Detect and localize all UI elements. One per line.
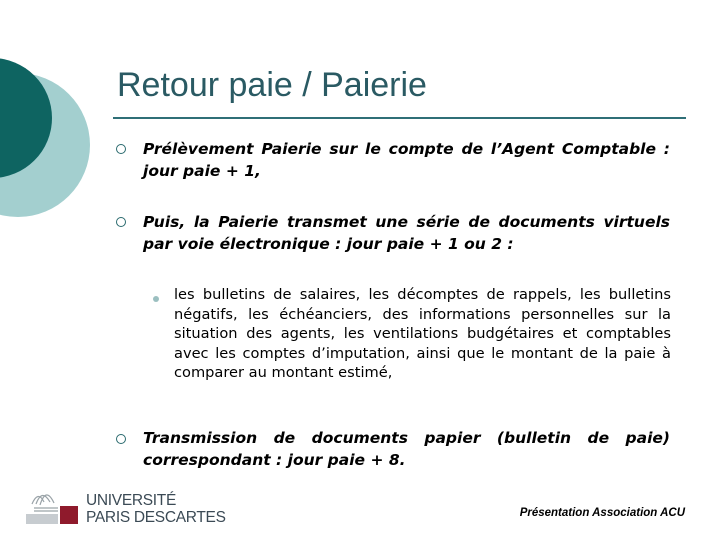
logo-line-2: PARIS DESCARTES [86, 509, 226, 526]
bullet-2: Puis, la Paierie transmet une série de documents virtuels par voie électronique : jour paie + 1 ou 2 : [143, 213, 670, 253]
title-underline [113, 117, 686, 119]
logo-line-1: UNIVERSITÉ [86, 492, 177, 509]
bullet-marker [116, 434, 126, 444]
bullet-3: Transmission de documents papier (bulletin de paie) correspondant : jour paie + 8. [143, 429, 670, 469]
bullet-marker [116, 217, 126, 227]
bullet-marker [116, 144, 126, 154]
footer-caption: Présentation Association ACU [519, 507, 685, 519]
bullet-1: Prélèvement Paierie sur le compte de l’Agent Comptable : jour paie + 1, [143, 140, 670, 180]
slide-title: Retour paie / Paierie [117, 66, 427, 104]
sub-bullet-marker [153, 296, 159, 302]
decorative-circles [0, 0, 120, 300]
university-logo-icon [22, 484, 82, 526]
university-logo-text [86, 492, 226, 526]
sub-bullet-text: les bulletins de salaires, les décomptes de rappels, les bulletins négatifs, les échéanciers, des informations personnelles sur la situation des agents, les ventilations budgétaires et comptables avec les comptes d’imputation, ainsi que le montant de la paie à comparer au montant estimé, [174, 286, 671, 382]
